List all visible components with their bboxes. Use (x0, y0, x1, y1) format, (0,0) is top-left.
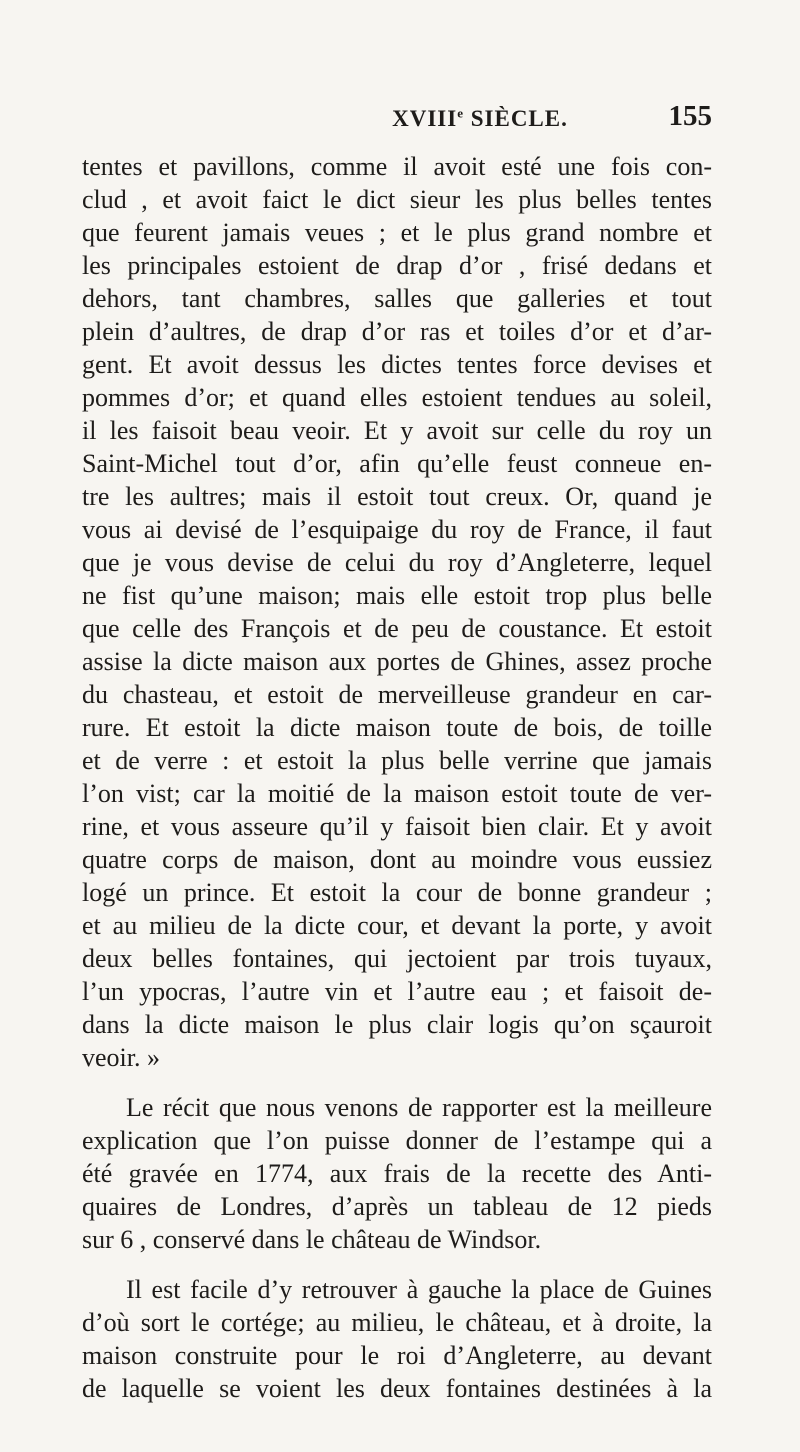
text-line: les principales estoient de drap d’or , frisé dedans et (82, 251, 712, 280)
text-line: rure. Et estoit la dicte maison toute de bois, de toille (82, 713, 712, 742)
text-line: plein d’aultres, de drap d’or ras et toiles d’or et d’ar- (82, 317, 712, 346)
text-line: l’on vist; car la moitié de la maison estoit toute de ver- (82, 779, 712, 808)
text-line: vous ai devisé de l’esquipaige du roy de France, il faut (82, 515, 712, 544)
text-line: tentes et pavillons, comme il avoit esté une fois con- (82, 152, 712, 181)
text-line: ne fist qu’une maison; mais elle estoit trop plus belle (82, 581, 712, 610)
text-line: dans la dicte maison le plus clair logis qu’on sçauroit (82, 1010, 712, 1039)
text-line: pommes d’or; et quand elles estoient tendues au soleil, (82, 383, 712, 412)
text-line: l’un ypocras, l’autre vin et l’autre eau ; et faisoit de- (82, 977, 712, 1006)
paragraph-spacer (82, 1074, 712, 1091)
page-number: 155 (668, 100, 712, 132)
text-line: de laquelle se voient les deux fontaines destinées à la (82, 1374, 712, 1403)
text-line: quatre corps de maison, dont au moindre vous eussiez (82, 845, 712, 874)
text-line: logé un prince. Et estoit la cour de bonne grandeur ; (82, 878, 712, 907)
text-line: maison construite pour le roi d’Angleterre, au devant (82, 1341, 712, 1370)
text-line: deux belles fontaines, qui jectoient par trois tuyaux, (82, 944, 712, 973)
text-line: et de verre : et estoit la plus belle verrine que jamais (82, 746, 712, 775)
text-line: que celle des François et de peu de coustance. Et estoit (82, 614, 712, 643)
text-line: tre les aultres; mais il estoit tout creux. Or, quand je (82, 482, 712, 511)
paragraph-explanation (82, 1091, 712, 1256)
text-line: clud , et avoit faict le dict sieur les plus belles tentes (82, 185, 712, 214)
running-head-century: XVIII (392, 106, 458, 131)
text-line: Saint-Michel tout d’or, afin qu’elle feust conneue en- (82, 449, 712, 478)
text-line: que je vous devise de celui du roy d’Angleterre, lequel (82, 548, 712, 577)
running-head (392, 106, 568, 132)
text-line: veoir. » (82, 1043, 160, 1072)
text-line: rine, et vous asseure qu’il y faisoit bien clair. Et y avoit (82, 812, 712, 841)
text-line: d’où sort le cortége; au milieu, le château, et à droite, la (82, 1308, 712, 1337)
text-line: quaires de Londres, d’après un tableau de 12 pieds (82, 1192, 712, 1221)
text-line: il les faisoit beau veoir. Et y avoit sur celle du roy un (82, 416, 712, 445)
text-line: sur 6 , conservé dans le château de Windsor. (82, 1225, 542, 1254)
text-line: que feurent jamais veues ; et le plus grand nombre et (82, 218, 712, 247)
paragraph-quote (82, 150, 712, 1074)
text-line: explication que l’on puisse donner de l’estampe qui a (82, 1126, 712, 1155)
text-line: du chasteau, et estoit de merveilleuse grandeur en car- (82, 680, 712, 709)
body-text (82, 150, 712, 1405)
text-line: Le récit que nous venons de rapporter est la meilleure (126, 1093, 712, 1122)
running-head-text: SIÈCLE. (463, 106, 568, 131)
text-line: gent. Et avoit dessus les dictes tentes force devises et (82, 350, 712, 379)
text-line: et au milieu de la dicte cour, et devant la porte, y avoit (82, 911, 712, 940)
paragraph-description (82, 1273, 712, 1405)
paragraph-spacer (82, 1256, 712, 1273)
text-line: dehors, tant chambres, salles que galleries et tout (82, 284, 712, 313)
text-line: assise la dicte maison aux portes de Ghines, assez proche (82, 647, 712, 676)
text-line: Il est facile d’y retrouver à gauche la place de Guines (126, 1275, 712, 1304)
text-line: été gravée en 1774, aux frais de la recette des Anti- (82, 1159, 712, 1188)
running-head-superscript: e (457, 105, 464, 121)
